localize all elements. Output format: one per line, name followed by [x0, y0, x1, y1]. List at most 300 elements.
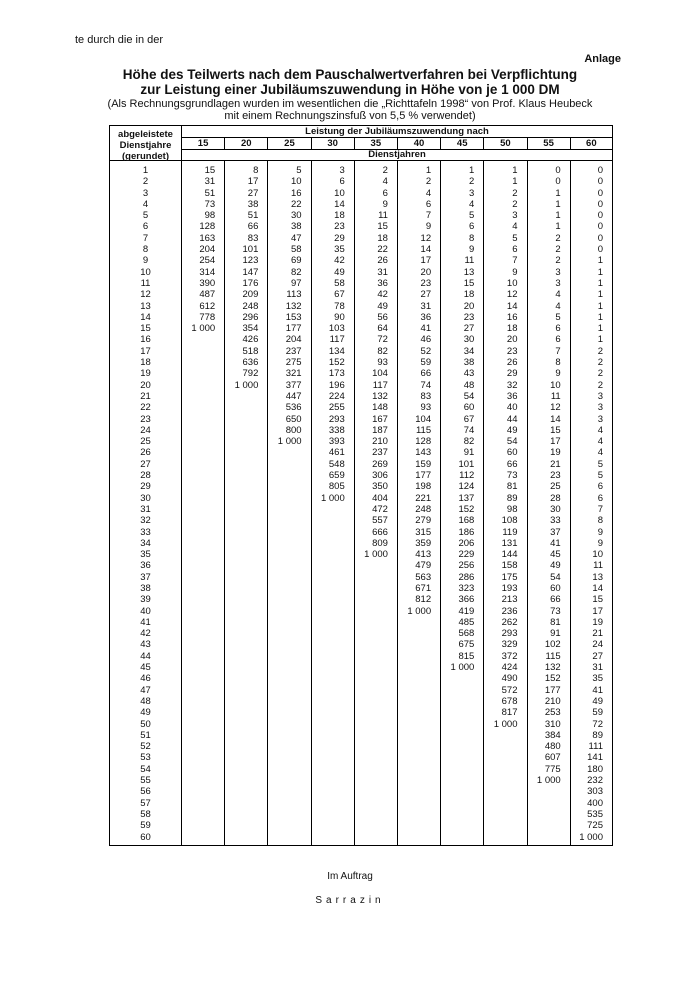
value-cell: 17	[247, 176, 259, 188]
value-cell: 366	[458, 594, 475, 606]
value-cell: 89	[506, 492, 518, 504]
year-cell: 45	[140, 662, 151, 674]
value-cell: 6	[469, 221, 475, 233]
value-cell: 98	[506, 503, 518, 515]
value-cell: 2	[469, 176, 475, 188]
value-cell: 1	[555, 221, 561, 233]
value-cell: 54	[463, 390, 475, 402]
value-cell: 6	[382, 187, 388, 199]
year-cell: 11	[140, 277, 151, 289]
value-cell: 54	[550, 571, 561, 583]
value-cell: 236	[501, 605, 518, 617]
value-cell: 7	[597, 503, 603, 515]
value-cell: 34	[463, 345, 475, 357]
value-cell: 725	[587, 820, 603, 832]
value-cell: 49	[334, 266, 345, 278]
value-cell: 117	[329, 334, 345, 346]
value-cell: 5	[296, 165, 302, 176]
year-cell: 15	[140, 323, 151, 335]
year-cell: 54	[140, 763, 151, 775]
value-cell: 14	[592, 582, 603, 594]
year-cell: 34	[140, 537, 151, 549]
value-cell: 4	[469, 198, 475, 210]
value-cell: 58	[334, 277, 345, 289]
value-cell: 8	[555, 357, 561, 369]
value-cell: 20	[463, 300, 475, 312]
value-cell: 1 000	[234, 379, 259, 391]
subtitle-line-2: mit einem Rechnungszinsfuß von 5,5 % verwendet)	[224, 110, 476, 122]
value-cell: 1	[597, 300, 603, 312]
value-cell: 12	[420, 232, 432, 244]
year-cell: 24	[140, 424, 151, 436]
amount-header: 15	[182, 138, 225, 149]
value-cell: 2	[512, 198, 518, 210]
value-cell: 2	[555, 255, 561, 267]
value-cell: 557	[372, 515, 388, 527]
value-cell: 206	[458, 537, 475, 549]
value-cell: 52	[420, 345, 432, 357]
value-cell: 18	[334, 210, 345, 222]
value-cell: 89	[592, 729, 603, 741]
value-cell: 10	[334, 187, 345, 199]
value-cell: 485	[458, 616, 475, 628]
value-cell: 82	[377, 345, 388, 357]
value-cell: 49	[592, 695, 603, 707]
value-cell: 224	[328, 390, 345, 402]
value-column	[355, 161, 398, 845]
value-cell: 209	[242, 289, 259, 301]
value-cell: 612	[199, 300, 216, 312]
value-cell: 293	[328, 413, 345, 425]
value-cell: 31	[420, 300, 432, 312]
value-cell: 147	[242, 266, 259, 278]
value-cell: 93	[420, 402, 432, 414]
value-cell: 817	[501, 707, 518, 719]
value-cell: 255	[328, 402, 345, 414]
year-cell: 60	[140, 831, 151, 843]
value-cell: 173	[328, 368, 345, 380]
value-cell: 16	[506, 311, 518, 323]
year-cell: 1	[142, 165, 149, 176]
value-cell: 5	[555, 311, 561, 323]
value-cell: 659	[328, 470, 345, 482]
dienstjahren-header: Dienstjahren	[182, 150, 612, 161]
value-cell: 3	[469, 187, 475, 199]
year-cell: 52	[140, 741, 151, 753]
value-cell: 60	[463, 402, 475, 414]
value-cell: 1	[512, 176, 518, 188]
value-cell: 152	[544, 673, 561, 685]
value-cell: 73	[550, 605, 561, 617]
value-cell: 1	[555, 198, 561, 210]
year-cell: 4	[142, 198, 149, 210]
value-cell: 359	[415, 537, 432, 549]
value-cell: 9	[382, 198, 388, 210]
value-cell: 237	[372, 447, 388, 459]
value-cell: 7	[555, 345, 561, 357]
value-cell: 16	[290, 187, 302, 199]
value-cell: 41	[420, 323, 432, 335]
value-cell: 0	[555, 165, 561, 176]
year-cell: 12	[140, 289, 151, 301]
year-cell: 58	[140, 808, 151, 820]
year-cell: 51	[140, 729, 151, 741]
value-cell: 4	[597, 447, 603, 459]
value-cell: 102	[544, 639, 561, 651]
value-cell: 461	[328, 447, 345, 459]
value-cell: 54	[506, 436, 518, 448]
value-cell: 37	[550, 526, 561, 538]
document-subtitle	[0, 98, 700, 122]
value-cell: 805	[328, 481, 345, 493]
value-cell: 23	[463, 311, 475, 323]
value-cell: 31	[377, 266, 388, 278]
value-cell: 22	[377, 244, 388, 256]
value-cell: 132	[544, 662, 561, 674]
value-cell: 72	[592, 718, 603, 730]
value-cell: 17	[420, 255, 432, 267]
year-cell: 22	[140, 402, 151, 414]
value-cell: 3	[597, 402, 603, 414]
value-cell: 108	[501, 515, 518, 527]
value-cell: 14	[506, 300, 518, 312]
value-cell: 568	[458, 628, 475, 640]
value-cell: 11	[593, 560, 603, 572]
value-cell: 20	[506, 334, 518, 346]
value-cell: 671	[415, 582, 432, 594]
value-cell: 447	[285, 390, 302, 402]
year-cell: 55	[140, 775, 151, 787]
value-cell: 51	[247, 210, 259, 222]
anlage-label: Anlage	[584, 53, 621, 65]
value-cell: 90	[334, 311, 345, 323]
value-cell: 1 000	[277, 436, 302, 448]
value-cell: 256	[458, 560, 475, 572]
year-cell: 50	[140, 718, 151, 730]
year-cell: 16	[140, 334, 151, 346]
value-cell: 83	[420, 390, 432, 402]
value-cell: 204	[285, 334, 302, 346]
value-cell: 1 000	[579, 831, 603, 843]
year-cell: 23	[140, 413, 151, 425]
value-cell: 10	[550, 379, 561, 391]
value-cell: 9	[469, 244, 475, 256]
value-cell: 196	[328, 379, 345, 391]
value-cell: 59	[420, 357, 432, 369]
year-cell: 47	[140, 684, 151, 696]
value-cell: 115	[545, 650, 561, 662]
footer-signatory: Sarrazin	[315, 895, 385, 906]
value-cell: 60	[550, 582, 561, 594]
value-cell: 14	[420, 244, 432, 256]
value-cell: 42	[334, 255, 345, 267]
value-cell: 2	[555, 232, 561, 244]
value-cell: 27	[463, 323, 475, 335]
value-cell: 293	[501, 628, 518, 640]
value-cell: 83	[247, 232, 259, 244]
value-cell: 31	[204, 176, 216, 188]
value-cell: 221	[415, 492, 432, 504]
value-cell: 229	[458, 549, 475, 561]
value-cell: 535	[587, 808, 603, 820]
value-cell: 310	[544, 718, 561, 730]
value-cell: 18	[377, 232, 388, 244]
value-cell: 572	[501, 684, 518, 696]
title-line-2: zur Leistung einer Jubiläumszuwendung in Höhe von je 1 000 DM	[140, 82, 560, 97]
value-cell: 1	[425, 165, 432, 176]
value-cell: 111	[588, 741, 603, 753]
value-cell: 279	[415, 515, 432, 527]
year-cell: 57	[140, 797, 151, 809]
year-cell: 49	[140, 707, 151, 719]
value-cell: 210	[372, 436, 388, 448]
value-cell: 536	[285, 402, 302, 414]
value-cell: 36	[506, 390, 518, 402]
value-cell: 6	[555, 323, 561, 335]
value-cell: 60	[506, 447, 518, 459]
value-cell: 12	[550, 402, 561, 414]
value-cell: 30	[463, 334, 475, 346]
year-cell: 21	[140, 390, 151, 402]
value-cell: 809	[372, 537, 388, 549]
value-cell: 66	[247, 221, 259, 233]
value-cell: 168	[458, 515, 475, 527]
value-cell: 20	[420, 266, 432, 278]
value-cell: 11	[464, 255, 475, 267]
value-cell: 23	[334, 221, 345, 233]
value-column	[225, 161, 268, 845]
year-cell: 48	[140, 695, 151, 707]
value-cell: 384	[544, 729, 561, 741]
year-cell: 10	[140, 266, 151, 278]
amount-header: 45	[441, 138, 484, 149]
value-cell: 7	[425, 210, 432, 222]
value-cell: 26	[377, 255, 388, 267]
value-cell: 187	[372, 424, 388, 436]
value-cell: 72	[377, 334, 388, 346]
title-line-1: Höhe des Teilwerts nach dem Pauschalwertverfahren bei Verpflichtung	[122, 67, 578, 82]
value-cell: 10	[506, 277, 518, 289]
value-cell: 563	[415, 571, 432, 583]
value-cell: 204	[199, 244, 216, 256]
value-cell: 4	[597, 436, 603, 448]
value-cell: 812	[415, 594, 432, 606]
year-cell: 7	[142, 232, 149, 244]
year-cell: 38	[140, 582, 151, 594]
value-cell: 321	[285, 368, 302, 380]
value-cell: 15	[377, 221, 388, 233]
value-cell: 253	[544, 707, 561, 719]
value-cell: 1 000	[364, 549, 388, 561]
value-cell: 24	[592, 639, 603, 651]
value-cell: 213	[501, 594, 518, 606]
value-cell: 12	[506, 289, 518, 301]
value-cell: 36	[420, 311, 432, 323]
value-cell: 134	[328, 345, 345, 357]
year-cell: 44	[140, 650, 151, 662]
value-cell: 9	[555, 368, 561, 380]
year-cell: 40	[140, 605, 151, 617]
value-cell: 232	[587, 775, 603, 787]
year-cell: 28	[140, 470, 151, 482]
value-cell: 5	[512, 232, 518, 244]
value-cell: 167	[372, 413, 388, 425]
value-cell: 487	[199, 289, 216, 301]
year-cell: 19	[140, 368, 151, 380]
year-cell: 37	[140, 571, 151, 583]
year-cell: 5	[142, 210, 149, 222]
value-cell: 67	[463, 413, 475, 425]
value-cell: 143	[415, 447, 432, 459]
value-cell: 27	[420, 289, 432, 301]
value-cell: 73	[506, 470, 518, 482]
value-cell: 8	[597, 515, 603, 527]
value-cell: 237	[285, 345, 302, 357]
value-cell: 131	[501, 537, 518, 549]
year-cell: 3	[142, 187, 149, 199]
value-cell: 0	[597, 176, 603, 188]
value-cell: 2	[555, 244, 561, 256]
year-cell: 13	[140, 300, 151, 312]
leistung-header: Leistung der Jubiläumszuwendung nach	[182, 126, 612, 138]
value-cell: 128	[199, 221, 216, 233]
value-cell: 8	[469, 232, 475, 244]
value-cell: 113	[286, 289, 302, 301]
value-cell: 141	[587, 752, 603, 764]
value-cell: 2	[425, 176, 432, 188]
value-cell: 1	[597, 334, 603, 346]
value-cell: 27	[247, 187, 259, 199]
value-cell: 41	[550, 537, 561, 549]
value-cell: 14	[550, 413, 561, 425]
value-cell: 400	[587, 797, 603, 809]
value-cell: 43	[463, 368, 475, 380]
value-cell: 9	[512, 266, 518, 278]
value-cell: 424	[501, 662, 518, 674]
value-column	[398, 161, 441, 845]
value-cell: 262	[501, 616, 518, 628]
value-cell: 4	[597, 424, 603, 436]
value-cell: 23	[506, 345, 518, 357]
value-cell: 11	[378, 210, 388, 222]
value-cell: 666	[372, 526, 388, 538]
value-cell: 17	[550, 436, 561, 448]
value-cell: 22	[290, 198, 302, 210]
value-column	[528, 161, 571, 845]
value-cell: 636	[242, 357, 259, 369]
value-cell: 103	[328, 323, 345, 335]
amount-header: 40	[398, 138, 441, 149]
value-cell: 98	[204, 210, 216, 222]
value-cell: 17	[592, 605, 603, 617]
amount-header: 20	[225, 138, 268, 149]
value-cell: 49	[550, 560, 561, 572]
value-cell: 31	[592, 662, 603, 674]
value-cell: 25	[550, 481, 561, 493]
value-cell: 23	[420, 277, 432, 289]
value-cell: 800	[285, 424, 302, 436]
value-cell: 1	[597, 277, 603, 289]
value-cell: 152	[458, 503, 475, 515]
value-cell: 93	[377, 357, 388, 369]
amount-header: 30	[312, 138, 355, 149]
year-cell: 35	[140, 549, 151, 561]
value-cell: 152	[328, 357, 345, 369]
value-cell: 1	[597, 311, 603, 323]
value-cell: 1 000	[407, 605, 432, 617]
value-cell: 2	[597, 357, 603, 369]
value-cell: 404	[372, 492, 388, 504]
year-cell: 29	[140, 481, 151, 493]
value-cell: 1	[555, 210, 561, 222]
value-cell: 23	[550, 470, 561, 482]
value-cell: 9	[425, 221, 432, 233]
year-cell: 42	[140, 628, 151, 640]
value-cell: 0	[597, 232, 603, 244]
value-cell: 112	[459, 470, 475, 482]
value-cell: 82	[290, 266, 302, 278]
header-fragment: te durch die in der	[75, 34, 164, 46]
value-cell: 51	[204, 187, 216, 199]
value-cell: 115	[415, 424, 432, 436]
value-cell: 490	[501, 673, 518, 685]
value-cell: 338	[328, 424, 345, 436]
value-cell: 124	[458, 481, 475, 493]
value-cell: 9	[597, 526, 603, 538]
amount-header: 35	[355, 138, 398, 149]
year-cell: 6	[142, 221, 149, 233]
value-cell: 137	[458, 492, 475, 504]
value-cell: 1	[512, 165, 518, 176]
value-cell: 1	[597, 323, 603, 335]
value-column	[441, 161, 484, 845]
value-cell: 101	[458, 458, 475, 470]
value-cell: 390	[199, 277, 216, 289]
value-cell: 5	[469, 210, 475, 222]
year-cell: 14	[140, 311, 151, 323]
year-cell: 8	[142, 244, 149, 256]
value-cell: 323	[458, 582, 475, 594]
value-cell: 33	[550, 515, 561, 527]
value-cell: 607	[544, 752, 561, 764]
year-cell: 43	[140, 639, 151, 651]
value-cell: 7	[512, 255, 518, 267]
value-cell: 175	[501, 571, 518, 583]
value-cell: 4	[555, 289, 561, 301]
value-cell: 296	[242, 311, 259, 323]
value-cell: 59	[592, 707, 603, 719]
value-cell: 82	[463, 436, 475, 448]
value-cell: 2	[597, 345, 603, 357]
year-cell: 25	[140, 436, 151, 448]
value-cell: 42	[377, 289, 388, 301]
value-cell: 177	[285, 323, 302, 335]
value-cell: 6	[597, 481, 603, 493]
value-cell: 132	[372, 390, 388, 402]
year-cell: 39	[140, 594, 151, 606]
value-cell: 286	[458, 571, 475, 583]
value-cell: 19	[550, 447, 561, 459]
value-cell: 176	[242, 277, 259, 289]
value-cell: 159	[415, 458, 432, 470]
value-cell: 198	[415, 481, 432, 493]
value-cell: 32	[506, 379, 518, 391]
value-cell: 74	[463, 424, 475, 436]
value-cell: 0	[597, 165, 603, 176]
value-cell: 4	[512, 221, 518, 233]
value-cell: 377	[285, 379, 302, 391]
subtitle-line-1: (Als Rechnungsgrundlagen wurden im wesentlichen die „Richttafeln 1998“ von Prof. Klaus Heubeck	[107, 98, 593, 110]
